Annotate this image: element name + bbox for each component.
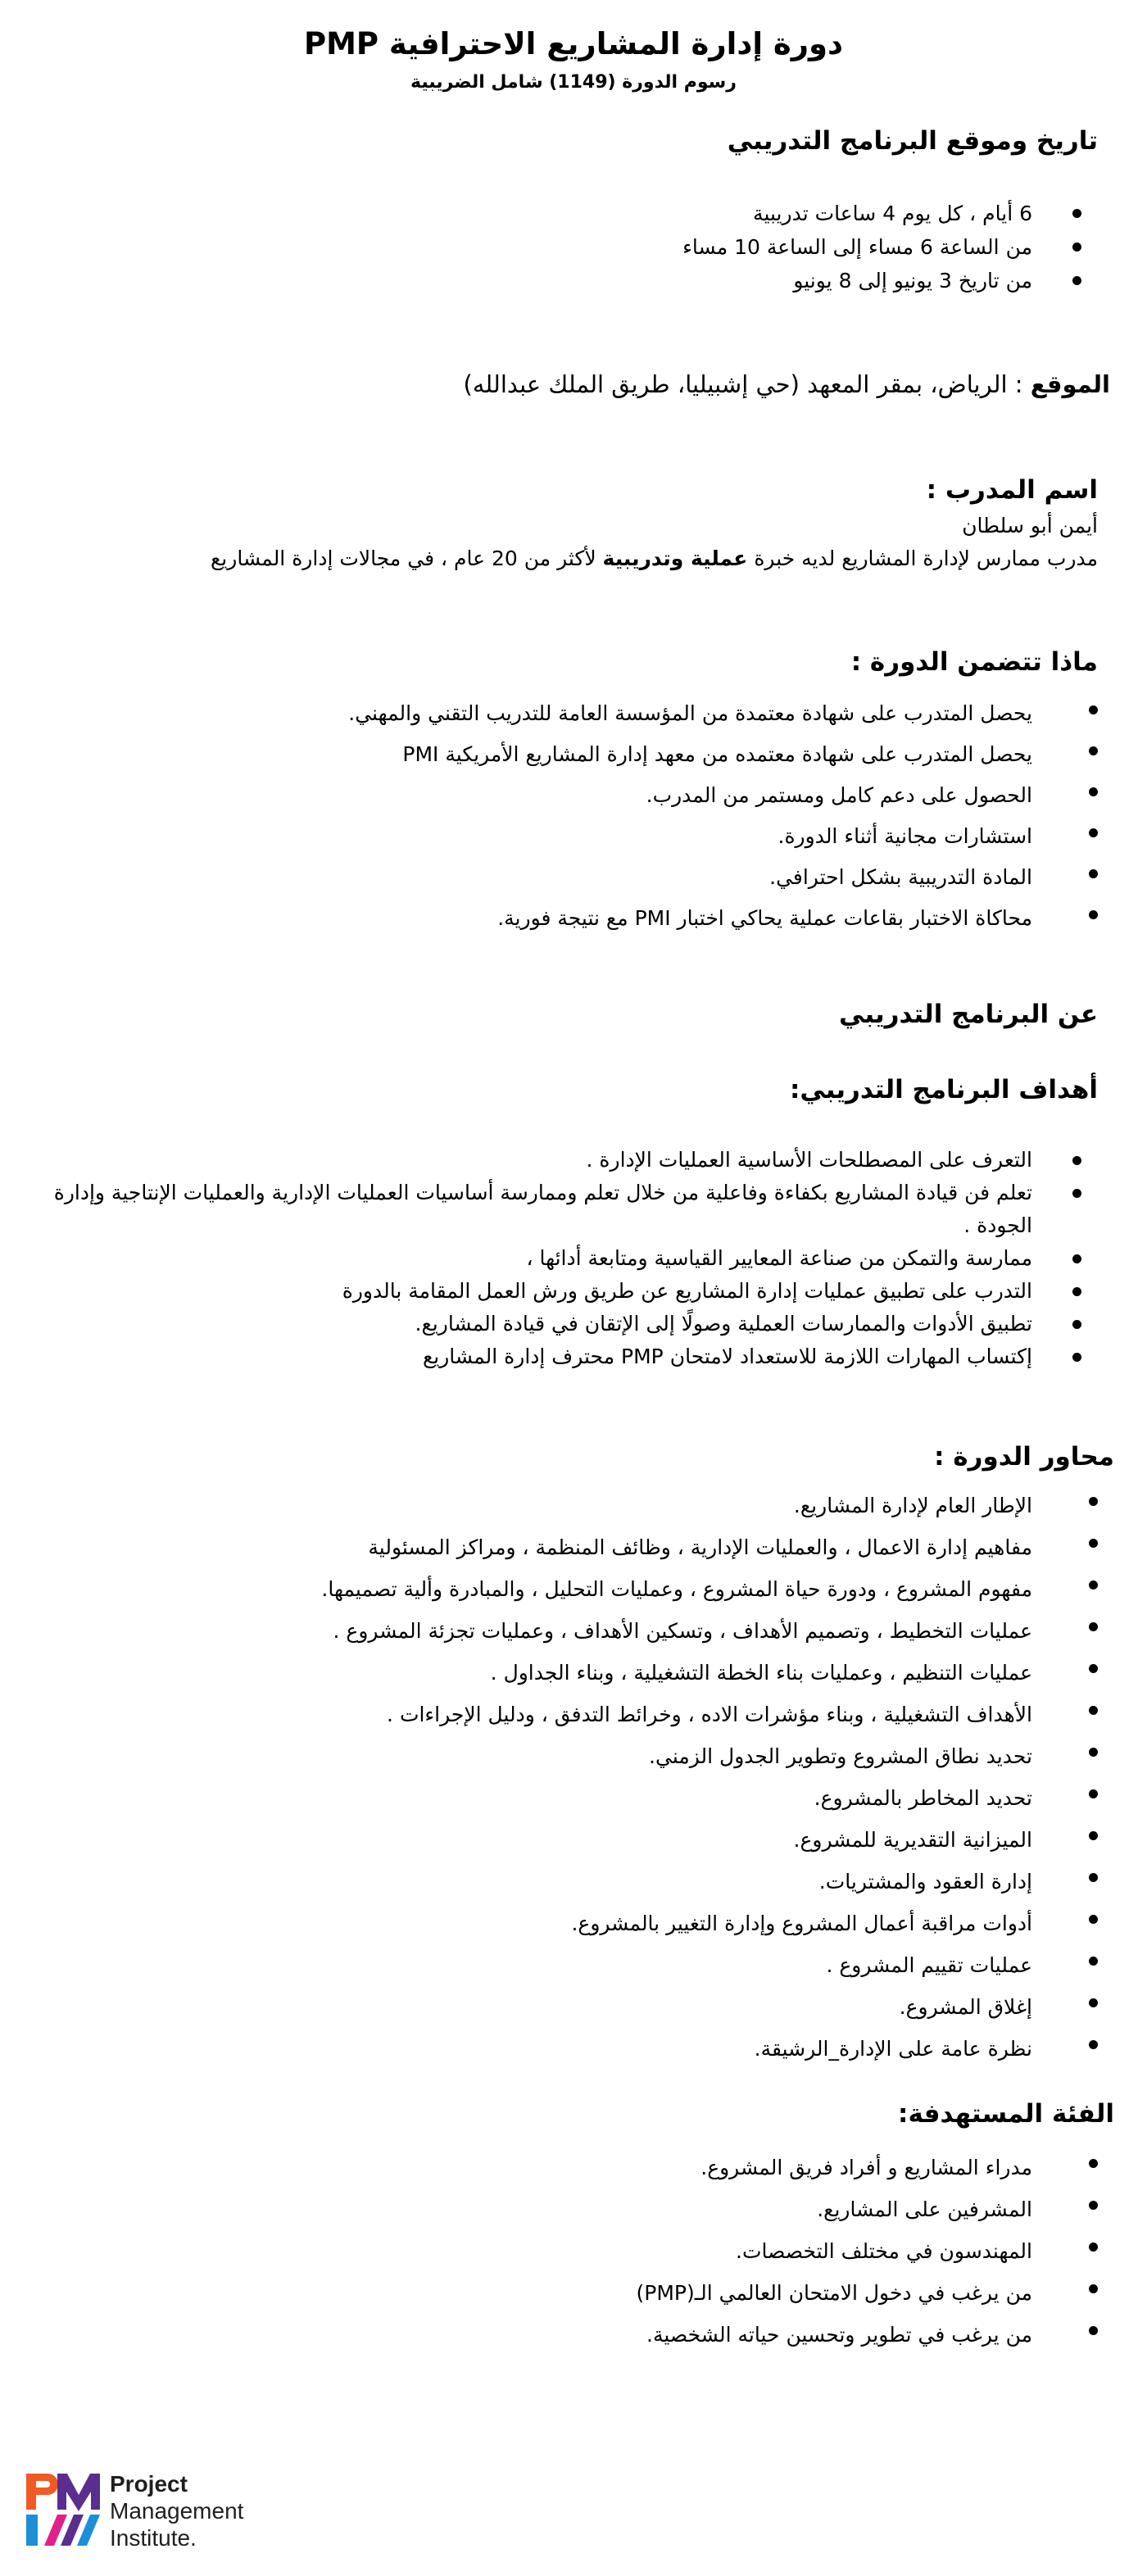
list-item: المادة التدريبية بشكل احترافي. [33,857,1098,898]
list-item: 6 أيام ، كل يوم 4 ساعات تدريبية [426,197,1081,230]
audience-list [279,2147,1098,2356]
includes-list [33,693,1098,939]
list-item: عمليات تقييم المشروع . [33,1944,1098,1986]
list-item: عمليات التخطيط ، وتصميم الأهداف ، وتسكين الأهداف ، وعمليات تجزئة المشروع . [33,1610,1098,1652]
list-item: مدراء المشاريع و أفراد فريق المشروع. [279,2147,1098,2188]
list-item: نظرة عامة على الإدارة_الرشيقة. [33,2028,1098,2070]
list-item: التعرف على المصطلحات الأساسية العمليات الإدارة . [33,1144,1081,1177]
pmi-logo [25,2470,270,2556]
objectives-heading: أهداف البرنامج التدريبي: [790,1075,1098,1104]
topics-list [33,1485,1098,2070]
list-item: عمليات التنظيم ، وعمليات بناء الخطة التشغيلية ، وبناء الجداول . [33,1652,1098,1694]
list-item: من يرغب في دخول الامتحان العالمي الـ(PMP) [279,2272,1098,2314]
about-heading: عن البرنامج التدريبي [838,1000,1098,1029]
list-item: من الساعة 6 مساء إلى الساعة 10 مساء [426,230,1081,264]
page-title: دورة إدارة المشاريع الاحترافية PMP [303,26,844,61]
schedule-list [426,197,1081,297]
list-item: الحصول على دعم كامل ومستمر من المدرب. [33,775,1098,816]
list-item: يحصل المتدرب على شهادة معتمده من معهد إدارة المشاريع الأمريكية PMI [33,734,1098,775]
schedule-heading: تاريخ وموقع البرنامج التدريبي [727,126,1098,156]
list-item: يحصل المتدرب على شهادة معتمدة من المؤسسة العامة للتدريب التقني والمهني. [33,693,1098,734]
list-item: استشارات مجانية أثناء الدورة. [33,816,1098,857]
list-item: الميزانية التقديرية للمشروع. [33,1819,1098,1861]
list-item: مفهوم المشروع ، ودورة حياة المشروع ، وعمليات التحليل ، والمبادرة وألية تصميمها. [33,1568,1098,1610]
pmi-logo-text: Project Management Institute. [110,2471,244,2551]
list-item: من يرغب في تطوير وتحسين حياته الشخصية. [279,2314,1098,2356]
list-item: مفاهيم إدارة الاعمال ، والعمليات الإدارية ، وظائف المنظمة ، ومراكز المسئولية [33,1526,1098,1568]
trainer-bio: مدرب ممارس لإدارة المشاريع لديه خبرة عملية وتدريبية لأكثر من 20 عام ، في مجالات إدارة المشاريع [210,546,1098,570]
list-item: ممارسة والتمكن من صناعة المعايير القياسية ومتابعة أدائها ، [33,1242,1081,1275]
list-item: من تاريخ 3 يونيو إلى 8 يونيو [426,264,1081,297]
location-line [464,367,1110,401]
list-item: إدارة العقود والمشتريات. [33,1861,1098,1903]
list-item: إغلاق المشروع. [33,1986,1098,2028]
list-item: تعلم فن قيادة المشاريع بكفاءة وفاعلية من خلال تعلم وممارسة أساسيات العمليات الإدارية والعمليات الإنتاجية وإدارة الجودة . [33,1177,1081,1242]
list-item: تطبيق الأدوات والممارسات العملية وصولًا إلى الإتقان في قيادة المشاريع. [33,1308,1081,1340]
list-item: إكتساب المهارات اللازمة للاستعداد لامتحان PMP محترف إدارة المشاريع [33,1340,1081,1373]
trainer-heading: اسم المدرب : [926,475,1098,505]
list-item: الأهداف التشغيلية ، وبناء مؤشرات الاده ، وخرائط التدفق ، ودليل الإجراءات . [33,1694,1098,1735]
topics-heading: محاور الدورة : [934,1442,1114,1472]
list-item: الإطار العام لإدارة المشاريع. [33,1485,1098,1526]
includes-heading: ماذا تتضمن الدورة : [850,647,1098,677]
location-value: : الرياض، بمقر المعهد (حي إشبيليا، طريق الملك عبدالله) [463,370,1031,398]
objectives-list [33,1144,1081,1373]
location-label: الموقع [1030,370,1110,398]
list-item: تحديد المخاطر بالمشروع. [33,1777,1098,1819]
list-item: المهندسون في مختلف التخصصات. [279,2230,1098,2272]
list-item: التدرب على تطبيق عمليات إدارة المشاريع عن طريق ورش العمل المقامة بالدورة [33,1275,1081,1308]
list-item: المشرفين على المشاريع. [279,2188,1098,2230]
course-fee: رسوم الدورة (1149) شامل الضريبية [410,72,737,93]
list-item: محاكاة الاختبار بقاعات عملية يحاكي اختبار PMI مع نتيجة فورية. [33,898,1098,939]
pmi-logo-mark-icon [25,2470,102,2548]
audience-heading: الفئة المستهدفة: [898,2099,1114,2129]
list-item: تحديد نطاق المشروع وتطوير الجدول الزمني. [33,1735,1098,1777]
list-item: أدوات مراقبة أعمال المشروع وإدارة التغيير بالمشروع. [33,1903,1098,1944]
trainer-name: أيمن أبو سلطان [962,514,1098,537]
